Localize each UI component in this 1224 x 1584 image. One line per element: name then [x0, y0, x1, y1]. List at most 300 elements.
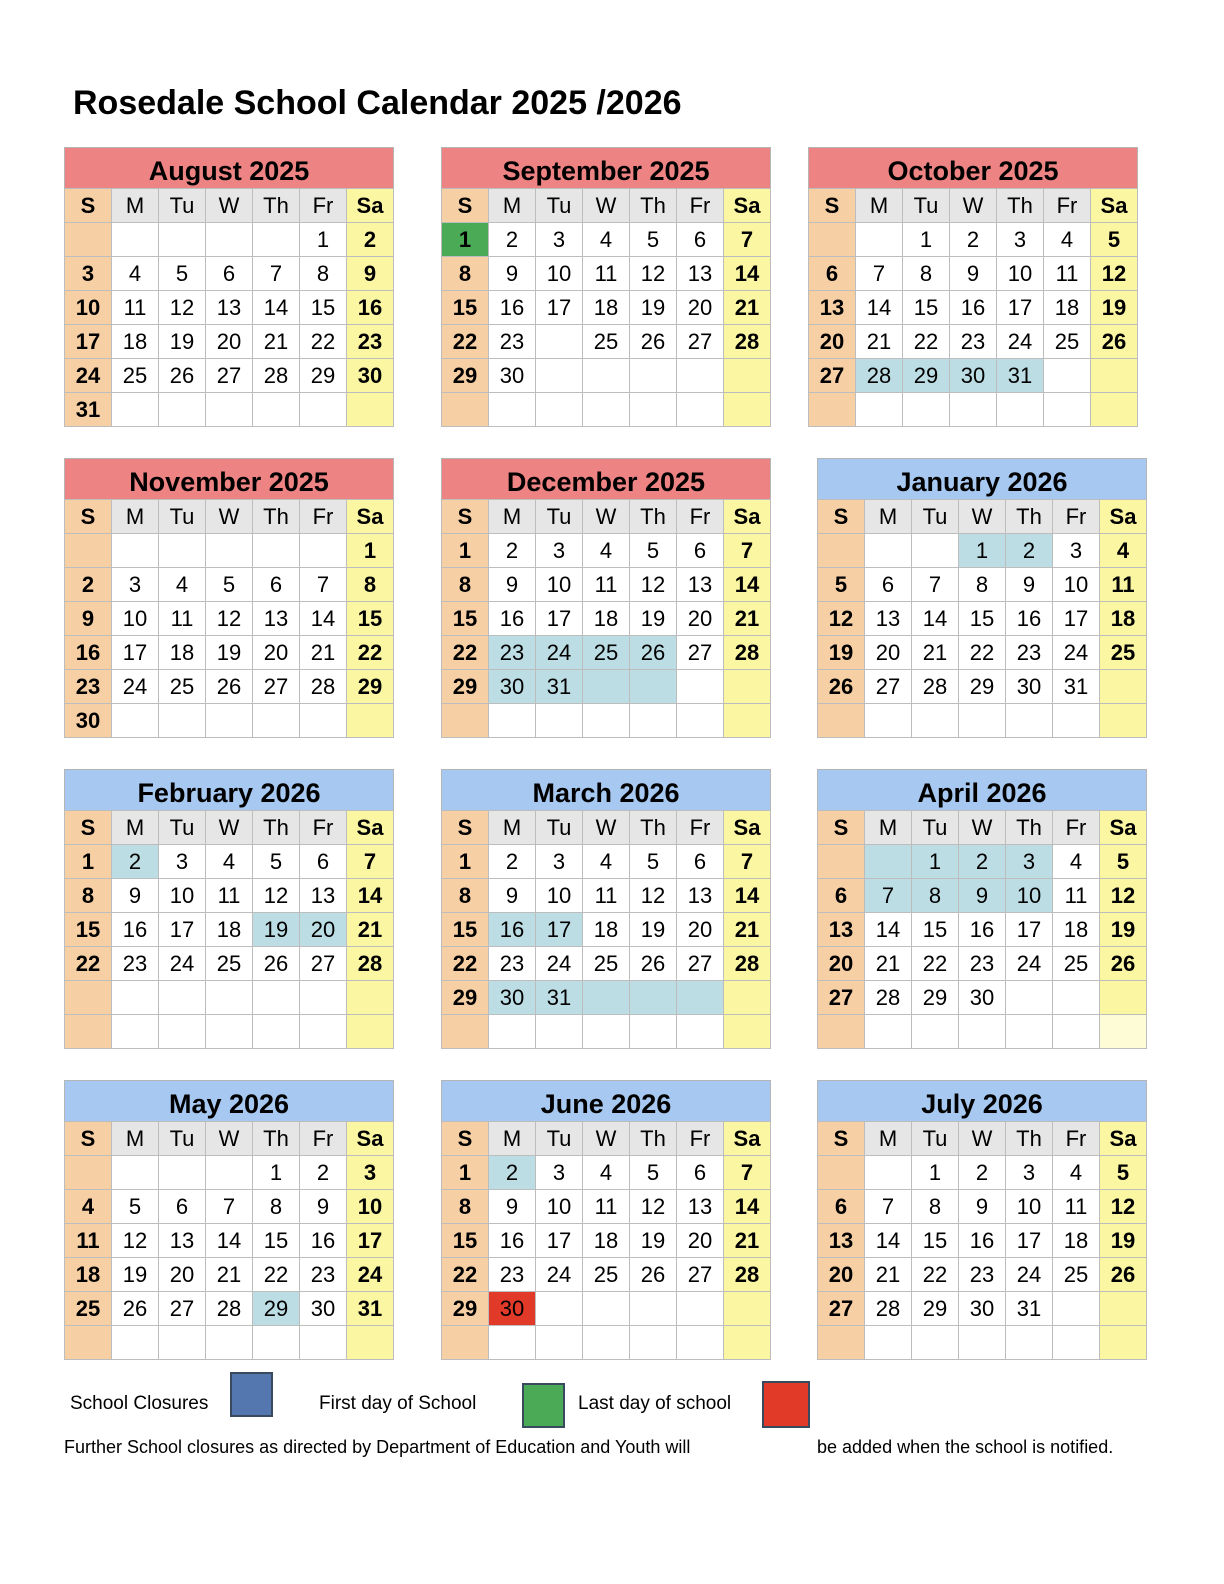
- week-row: [442, 1015, 771, 1049]
- empty-cell: [536, 1292, 583, 1326]
- empty-cell: [865, 704, 912, 738]
- empty-cell: [724, 1292, 771, 1326]
- empty-cell: [159, 704, 206, 738]
- day-cell: 1: [65, 845, 112, 879]
- day-cell: 4: [65, 1190, 112, 1224]
- empty-cell: [1044, 359, 1091, 393]
- empty-cell: [206, 704, 253, 738]
- day-cell: 22: [959, 636, 1006, 670]
- week-row: [65, 1292, 394, 1326]
- month-title: March 2026: [441, 769, 771, 810]
- day-cell: 29: [442, 981, 489, 1015]
- day-cell: 17: [997, 291, 1044, 325]
- month-calendar: [64, 147, 394, 427]
- day-cell: 14: [253, 291, 300, 325]
- week-row: [442, 602, 771, 636]
- week-row: [442, 1326, 771, 1360]
- day-cell: 9: [489, 879, 536, 913]
- day-cell: 9: [489, 1190, 536, 1224]
- day-cell: 13: [677, 568, 724, 602]
- weekday-label: Sa: [1100, 500, 1147, 534]
- empty-cell: [112, 393, 159, 427]
- empty-cell: [159, 223, 206, 257]
- weekday-label: S: [65, 1122, 112, 1156]
- day-cell: 19: [630, 602, 677, 636]
- day-cell: 14: [206, 1224, 253, 1258]
- empty-cell: [818, 704, 865, 738]
- week-row: [442, 1224, 771, 1258]
- day-cell: 4: [583, 1156, 630, 1190]
- empty-cell: [583, 670, 630, 704]
- weekday-header-row: [818, 1122, 1147, 1156]
- weekday-label: M: [856, 189, 903, 223]
- day-cell: 21: [300, 636, 347, 670]
- month-title: January 2026: [817, 458, 1147, 499]
- weekday-label: S: [442, 189, 489, 223]
- month-title: November 2025: [64, 458, 394, 499]
- day-cell: 8: [300, 257, 347, 291]
- day-cell: 18: [159, 636, 206, 670]
- empty-cell: [912, 704, 959, 738]
- empty-cell: [347, 704, 394, 738]
- weekday-label: M: [489, 1122, 536, 1156]
- day-cell: 17: [536, 291, 583, 325]
- day-cell: 12: [630, 257, 677, 291]
- day-cell: 8: [442, 257, 489, 291]
- weekday-label: W: [950, 189, 997, 223]
- week-row: [818, 1258, 1147, 1292]
- day-cell: 2: [1006, 534, 1053, 568]
- day-cell: 19: [630, 1224, 677, 1258]
- day-cell: 12: [206, 602, 253, 636]
- day-cell: 18: [65, 1258, 112, 1292]
- day-cell: 26: [818, 670, 865, 704]
- week-row: [442, 223, 771, 257]
- empty-cell: [583, 1326, 630, 1360]
- day-cell: 17: [1006, 1224, 1053, 1258]
- week-row: [442, 291, 771, 325]
- week-row: [818, 1326, 1147, 1360]
- day-cell: 27: [818, 1292, 865, 1326]
- empty-cell: [1091, 393, 1138, 427]
- day-cell: 7: [253, 257, 300, 291]
- day-cell: 6: [865, 568, 912, 602]
- weekday-label: M: [489, 500, 536, 534]
- day-cell: 28: [724, 636, 771, 670]
- day-cell: 22: [442, 947, 489, 981]
- day-cell: 13: [677, 879, 724, 913]
- weekday-label: S: [65, 811, 112, 845]
- week-row: [65, 602, 394, 636]
- weekday-label: Tu: [912, 811, 959, 845]
- month-calendar: [817, 769, 1147, 1049]
- day-cell: 15: [253, 1224, 300, 1258]
- day-cell: 20: [809, 325, 856, 359]
- month-calendar: [817, 1080, 1147, 1360]
- week-row: [65, 291, 394, 325]
- day-cell: 13: [253, 602, 300, 636]
- empty-cell: [583, 981, 630, 1015]
- day-cell: 25: [112, 359, 159, 393]
- day-cell: 25: [1053, 1258, 1100, 1292]
- day-cell: 8: [903, 257, 950, 291]
- weekday-label: Fr: [300, 811, 347, 845]
- legend: [0, 1380, 1224, 1440]
- weekday-label: Fr: [300, 500, 347, 534]
- day-cell: 24: [159, 947, 206, 981]
- empty-cell: [809, 393, 856, 427]
- day-cell: 16: [959, 913, 1006, 947]
- day-cell: 17: [536, 913, 583, 947]
- day-cell: 15: [912, 1224, 959, 1258]
- empty-cell: [300, 534, 347, 568]
- day-cell: 19: [159, 325, 206, 359]
- day-cell: 16: [489, 1224, 536, 1258]
- weekday-label: W: [583, 1122, 630, 1156]
- day-cell: 6: [159, 1190, 206, 1224]
- day-cell: 27: [809, 359, 856, 393]
- day-cell: 3: [65, 257, 112, 291]
- day-cell: 23: [65, 670, 112, 704]
- day-cell: 27: [677, 636, 724, 670]
- week-row: [65, 568, 394, 602]
- day-cell: 2: [300, 1156, 347, 1190]
- day-cell: 31: [536, 670, 583, 704]
- empty-cell: [442, 704, 489, 738]
- day-cell: 3: [536, 223, 583, 257]
- weekday-label: Fr: [1053, 1122, 1100, 1156]
- weekday-header-row: [65, 500, 394, 534]
- week-row: [818, 1156, 1147, 1190]
- weekday-label: Th: [253, 500, 300, 534]
- day-cell: 23: [347, 325, 394, 359]
- day-cell: 27: [818, 981, 865, 1015]
- day-cell: 26: [630, 636, 677, 670]
- day-cell: 28: [347, 947, 394, 981]
- day-cell: 2: [65, 568, 112, 602]
- week-row: [442, 257, 771, 291]
- month-title: May 2026: [64, 1080, 394, 1121]
- weekday-label: Fr: [300, 189, 347, 223]
- weekday-label: Tu: [912, 1122, 959, 1156]
- empty-cell: [347, 1326, 394, 1360]
- week-row: [809, 325, 1138, 359]
- week-row: [818, 602, 1147, 636]
- day-cell: 22: [300, 325, 347, 359]
- day-cell: 10: [1053, 568, 1100, 602]
- legend-last-day-label: Last day of school: [578, 1393, 732, 1414]
- day-cell: 28: [724, 947, 771, 981]
- day-cell: 2: [489, 845, 536, 879]
- day-cell: 20: [677, 291, 724, 325]
- day-cell: 11: [583, 257, 630, 291]
- day-cell: 11: [583, 1190, 630, 1224]
- empty-cell: [489, 1015, 536, 1049]
- day-cell: 10: [65, 291, 112, 325]
- day-cell: 14: [724, 257, 771, 291]
- week-row: [65, 325, 394, 359]
- day-cell: 15: [442, 1224, 489, 1258]
- day-cell: 8: [442, 879, 489, 913]
- day-cell: 20: [253, 636, 300, 670]
- empty-cell: [159, 393, 206, 427]
- week-row: [65, 1326, 394, 1360]
- day-cell: 5: [630, 845, 677, 879]
- weekday-label: Th: [630, 500, 677, 534]
- day-cell: 15: [442, 291, 489, 325]
- day-cell: 17: [536, 602, 583, 636]
- weekday-label: S: [809, 189, 856, 223]
- month-title: September 2025: [441, 147, 771, 188]
- empty-cell: [630, 1326, 677, 1360]
- day-cell: 3: [536, 1156, 583, 1190]
- day-cell: 18: [206, 913, 253, 947]
- day-cell: 7: [912, 568, 959, 602]
- weekday-header-row: [65, 1122, 394, 1156]
- empty-cell: [112, 223, 159, 257]
- empty-cell: [112, 1015, 159, 1049]
- day-cell: 21: [724, 1224, 771, 1258]
- weekday-label: Fr: [1053, 811, 1100, 845]
- day-cell: 10: [159, 879, 206, 913]
- day-cell: 21: [253, 325, 300, 359]
- weekday-header-row: [809, 189, 1138, 223]
- day-cell: 27: [677, 325, 724, 359]
- empty-cell: [677, 981, 724, 1015]
- weekday-label: Th: [1006, 1122, 1053, 1156]
- week-row: [65, 947, 394, 981]
- empty-cell: [112, 1326, 159, 1360]
- day-cell: 24: [1006, 1258, 1053, 1292]
- day-cell: 25: [583, 325, 630, 359]
- day-cell: 6: [253, 568, 300, 602]
- empty-cell: [865, 1156, 912, 1190]
- day-cell: 29: [442, 359, 489, 393]
- weekday-label: Tu: [159, 811, 206, 845]
- month-calendar: [441, 1080, 771, 1360]
- day-cell: 4: [159, 568, 206, 602]
- empty-cell: [253, 393, 300, 427]
- day-cell: 28: [206, 1292, 253, 1326]
- footnote-part-2: be added when the school is notified.: [817, 1437, 1114, 1457]
- weekday-label: W: [206, 189, 253, 223]
- day-cell: 31: [347, 1292, 394, 1326]
- day-cell: 11: [159, 602, 206, 636]
- day-cell: 26: [206, 670, 253, 704]
- empty-cell: [724, 1326, 771, 1360]
- day-cell: 6: [677, 534, 724, 568]
- week-row: [809, 393, 1138, 427]
- day-cell: 9: [950, 257, 997, 291]
- day-cell: 5: [630, 1156, 677, 1190]
- weekday-label: Th: [997, 189, 1044, 223]
- day-cell: 29: [253, 1292, 300, 1326]
- weekday-label: M: [112, 1122, 159, 1156]
- day-cell: 2: [347, 223, 394, 257]
- day-cell: 13: [818, 913, 865, 947]
- day-cell: 10: [536, 879, 583, 913]
- day-cell: 16: [1006, 602, 1053, 636]
- empty-cell: [253, 223, 300, 257]
- day-cell: 10: [1006, 1190, 1053, 1224]
- empty-cell: [912, 534, 959, 568]
- empty-cell: [65, 1156, 112, 1190]
- week-row: [442, 1292, 771, 1326]
- day-cell: 21: [912, 636, 959, 670]
- weekday-header-row: [65, 811, 394, 845]
- day-cell: 2: [489, 223, 536, 257]
- day-cell: 4: [583, 223, 630, 257]
- footnote-part-1: Further School closures as directed by Department of Education and Youth will: [64, 1437, 691, 1457]
- day-cell: 1: [912, 1156, 959, 1190]
- day-cell: 15: [959, 602, 1006, 636]
- empty-cell: [912, 1326, 959, 1360]
- day-cell: 30: [489, 1292, 536, 1326]
- day-cell: 4: [1053, 845, 1100, 879]
- weekday-label: Th: [1006, 500, 1053, 534]
- day-cell: 3: [1006, 1156, 1053, 1190]
- day-cell: 3: [1053, 534, 1100, 568]
- day-cell: 9: [300, 1190, 347, 1224]
- day-cell: 24: [1006, 947, 1053, 981]
- week-row: [65, 704, 394, 738]
- empty-cell: [630, 704, 677, 738]
- day-cell: 16: [347, 291, 394, 325]
- month-calendar: [441, 769, 771, 1049]
- day-cell: 11: [65, 1224, 112, 1258]
- weekday-label: Fr: [1053, 500, 1100, 534]
- weekday-label: W: [959, 1122, 1006, 1156]
- day-cell: 10: [536, 1190, 583, 1224]
- day-cell: 18: [112, 325, 159, 359]
- weekday-label: W: [959, 500, 1006, 534]
- day-cell: 16: [300, 1224, 347, 1258]
- week-row: [818, 913, 1147, 947]
- week-row: [65, 359, 394, 393]
- day-cell: 9: [489, 568, 536, 602]
- day-cell: 9: [489, 257, 536, 291]
- weekday-label: M: [112, 189, 159, 223]
- day-cell: 1: [442, 223, 489, 257]
- week-row: [809, 291, 1138, 325]
- empty-cell: [300, 393, 347, 427]
- empty-cell: [818, 534, 865, 568]
- empty-cell: [1006, 704, 1053, 738]
- week-row: [442, 1156, 771, 1190]
- weekday-label: S: [65, 500, 112, 534]
- weekday-label: Tu: [912, 500, 959, 534]
- day-cell: 6: [818, 879, 865, 913]
- empty-cell: [677, 670, 724, 704]
- day-cell: 21: [865, 1258, 912, 1292]
- day-cell: 30: [959, 981, 1006, 1015]
- day-cell: 15: [347, 602, 394, 636]
- day-cell: 5: [1091, 223, 1138, 257]
- day-cell: 24: [347, 1258, 394, 1292]
- day-cell: 4: [112, 257, 159, 291]
- day-cell: 30: [489, 670, 536, 704]
- weekday-label: Sa: [1100, 1122, 1147, 1156]
- day-cell: 11: [1053, 1190, 1100, 1224]
- day-cell: 10: [347, 1190, 394, 1224]
- day-cell: 21: [865, 947, 912, 981]
- day-cell: 15: [65, 913, 112, 947]
- legend-first-day-label: First day of School: [319, 1393, 477, 1414]
- day-cell: 20: [818, 1258, 865, 1292]
- day-cell: 29: [959, 670, 1006, 704]
- day-cell: 9: [112, 879, 159, 913]
- month-table: [441, 1121, 771, 1360]
- day-cell: 16: [959, 1224, 1006, 1258]
- day-cell: 12: [1091, 257, 1138, 291]
- weekday-label: W: [206, 500, 253, 534]
- month-table: [64, 1121, 394, 1360]
- week-row: [818, 1015, 1147, 1049]
- day-cell: 18: [583, 602, 630, 636]
- empty-cell: [253, 981, 300, 1015]
- day-cell: 25: [1044, 325, 1091, 359]
- empty-cell: [206, 981, 253, 1015]
- day-cell: 13: [159, 1224, 206, 1258]
- weekday-label: Sa: [724, 811, 771, 845]
- month-title: October 2025: [808, 147, 1138, 188]
- empty-cell: [347, 981, 394, 1015]
- empty-cell: [677, 1015, 724, 1049]
- month-table: [817, 1121, 1147, 1360]
- empty-cell: [583, 359, 630, 393]
- empty-cell: [206, 1156, 253, 1190]
- day-cell: 19: [206, 636, 253, 670]
- day-cell: 18: [1053, 913, 1100, 947]
- month-table: [441, 188, 771, 427]
- weekday-header-row: [442, 811, 771, 845]
- week-row: [809, 257, 1138, 291]
- empty-cell: [112, 981, 159, 1015]
- day-cell: 12: [630, 568, 677, 602]
- day-cell: 23: [1006, 636, 1053, 670]
- day-cell: 25: [159, 670, 206, 704]
- day-cell: 30: [950, 359, 997, 393]
- day-cell: 26: [253, 947, 300, 981]
- day-cell: 3: [1006, 845, 1053, 879]
- day-cell: 30: [65, 704, 112, 738]
- day-cell: 25: [65, 1292, 112, 1326]
- day-cell: 16: [489, 291, 536, 325]
- day-cell: 23: [489, 636, 536, 670]
- weekday-header-row: [65, 189, 394, 223]
- weekday-label: M: [865, 811, 912, 845]
- day-cell: 22: [253, 1258, 300, 1292]
- day-cell: 5: [112, 1190, 159, 1224]
- empty-cell: [856, 223, 903, 257]
- empty-cell: [630, 359, 677, 393]
- day-cell: 20: [300, 913, 347, 947]
- day-cell: 1: [959, 534, 1006, 568]
- day-cell: 7: [724, 223, 771, 257]
- day-cell: 30: [489, 981, 536, 1015]
- day-cell: 28: [912, 670, 959, 704]
- weekday-label: Tu: [536, 189, 583, 223]
- day-cell: 16: [489, 602, 536, 636]
- empty-cell: [1053, 1326, 1100, 1360]
- day-cell: 1: [347, 534, 394, 568]
- day-cell: 21: [856, 325, 903, 359]
- day-cell: 3: [112, 568, 159, 602]
- day-cell: 29: [300, 359, 347, 393]
- day-cell: 27: [677, 947, 724, 981]
- day-cell: 15: [442, 602, 489, 636]
- day-cell: 3: [997, 223, 1044, 257]
